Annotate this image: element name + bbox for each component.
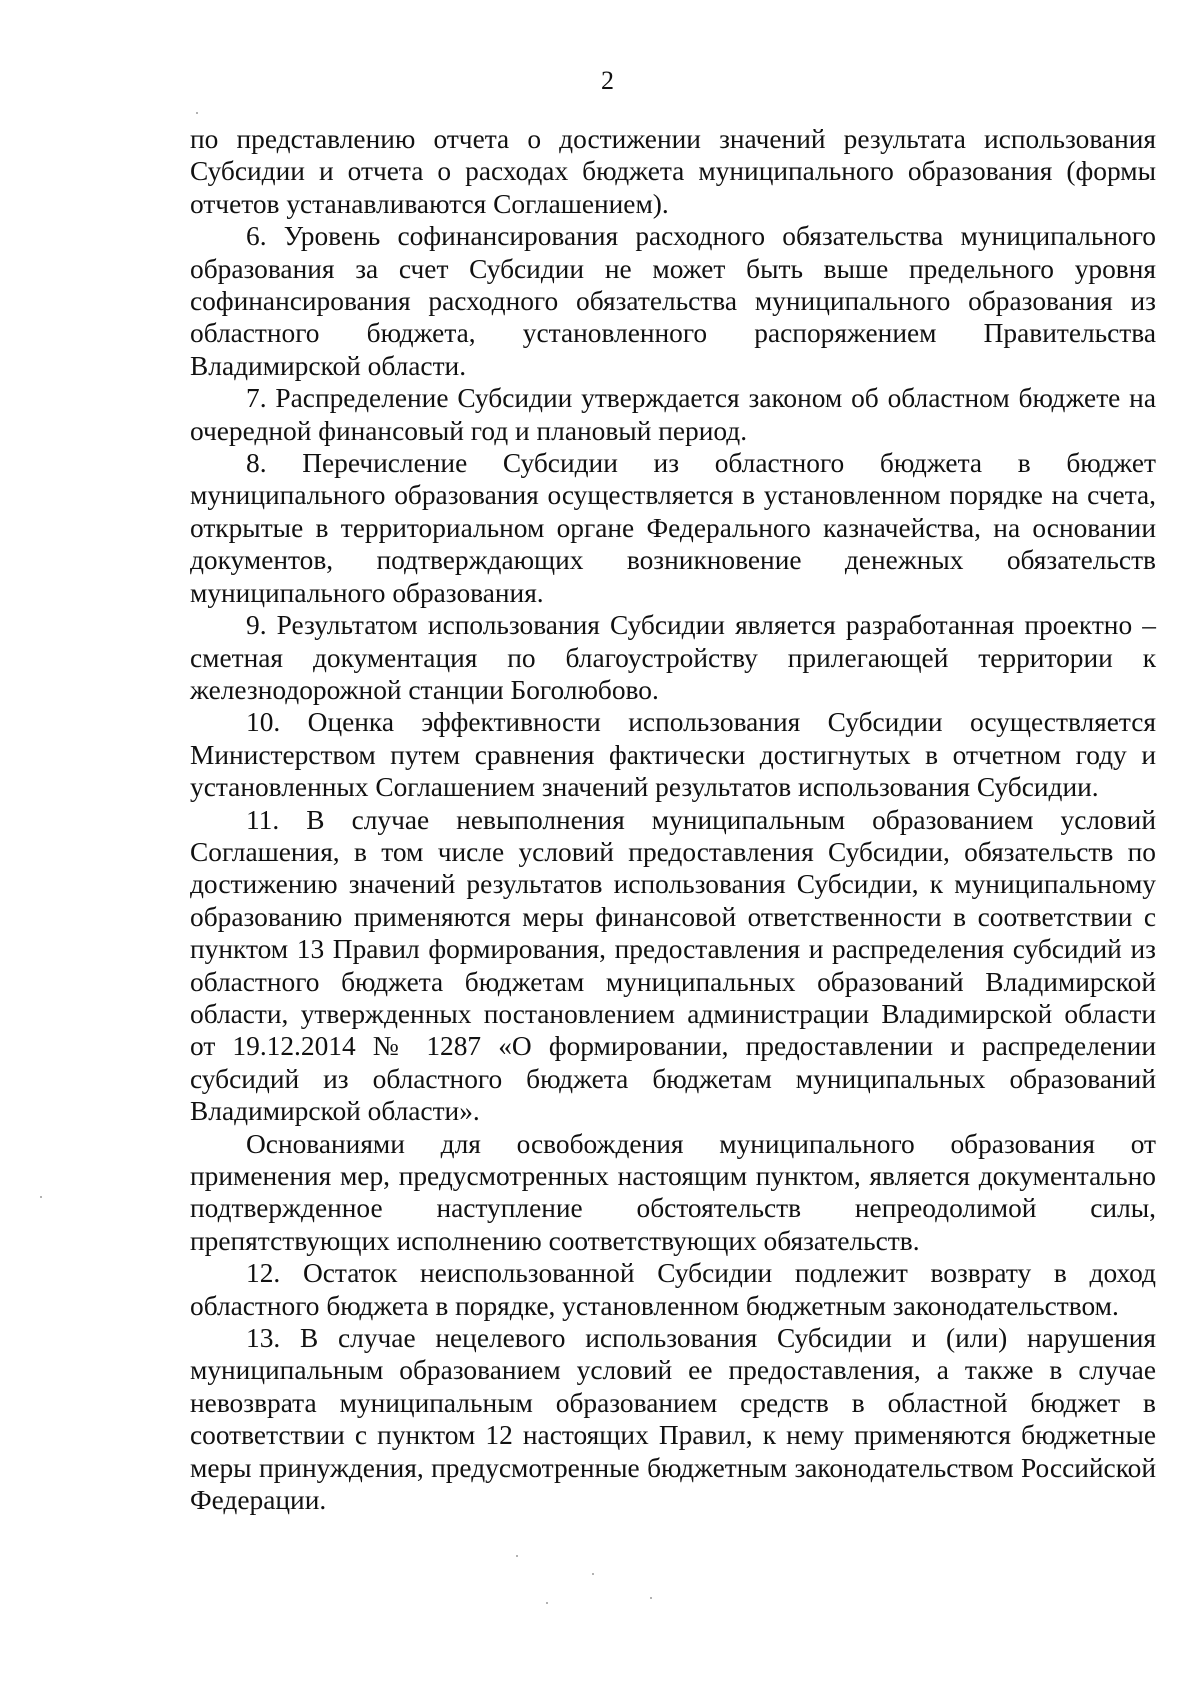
document-body — [190, 123, 1156, 1516]
paragraph-item-11: 11. В случае невыполнения муниципальным образованием условий Соглашения, в том числе условий предоставления Субсидии, обязательств по достижению значений результатов использования Субсидии, к муниципальному образованию применяются меры финансовой ответственности в соответствии с пунктом 13 Правил формирования, предоставления и распределения субсидий из областного бюджета бюджетам муниципальных образований Владимирской области, утвержденных постановлением администрации Владимирской области от 19.12.2014 № 1287 «О формировании, предоставлении и распределении субсидий из областного бюджета бюджетам муниципальных образований Владимирской области». — [190, 804, 1156, 1127]
paragraph-item-10: 10. Оценка эффективности использования Субсидии осуществляется Министерством путем сравнения фактически достигнутых в отчетном году и установленных Соглашением значений результатов использования Субсидии. — [190, 707, 1156, 803]
scan-speck — [592, 1573, 594, 1575]
paragraph-item-6: 6. Уровень софинансирования расходного обязательства муниципального образования за счет Субсидии не может быть выше предельного уровня софинансирования расходного обязательства муниципального образования из областного бюджета, установленного распоряжением Правительства Владимирской области. — [190, 221, 1156, 381]
scan-speck — [40, 1196, 42, 1198]
page-number: 2 — [601, 66, 614, 95]
scan-speck — [650, 1597, 652, 1599]
scan-speck — [196, 112, 198, 114]
scan-speck — [516, 1555, 518, 1557]
paragraph-item-13: 13. В случае нецелевого использования Субсидии и (или) нарушения муниципальным образованием условий ее предоставления, а также в случае невозврата муниципальным образованием средств в областной бюджет в соответствии с пунктом 12 настоящих Правил, к нему применяются бюджетные меры принуждения, предусмотренные бюджетным законодательством Российской Федерации. — [190, 1323, 1156, 1516]
scan-speck — [546, 1602, 548, 1604]
paragraph-item-9: 9. Результатом использования Субсидии является разработанная проектно – сметная документация по благоустройству прилегающей территории к железнодорожной станции Боголюбово. — [190, 610, 1156, 705]
paragraph-item-8: 8. Перечисление Субсидии из областного бюджета в бюджет муниципального образования осуществляется в установленном порядке на счета, открытые в территориальном органе Федерального казначейства, на основании документов, подтверждающих возникновение денежных обязательств муниципального образования. — [190, 448, 1156, 608]
paragraph-item-12: 12. Остаток неиспользованной Субсидии подлежит возврату в доход областного бюджета в порядке, установленном бюджетным законодательством. — [190, 1258, 1156, 1321]
paragraph-continuation: по представлению отчета о достижении значений результата использования Субсидии и отчета о расходах бюджета муниципального образования (формы отчетов устанавливаются Соглашением). — [190, 124, 1156, 219]
paragraph-item-7: 7. Распределение Субсидии утверждается законом об областном бюджете на очередной финансовый год и плановый период. — [190, 383, 1156, 446]
paragraph-item-11-grounds: Основаниями для освобождения муниципального образования от применения мер, предусмотренных настоящим пунктом, является документально подтвержденное наступление обстоятельств непреодолимой силы, препятствующих исполнению соответствующих обязательств. — [190, 1128, 1156, 1256]
